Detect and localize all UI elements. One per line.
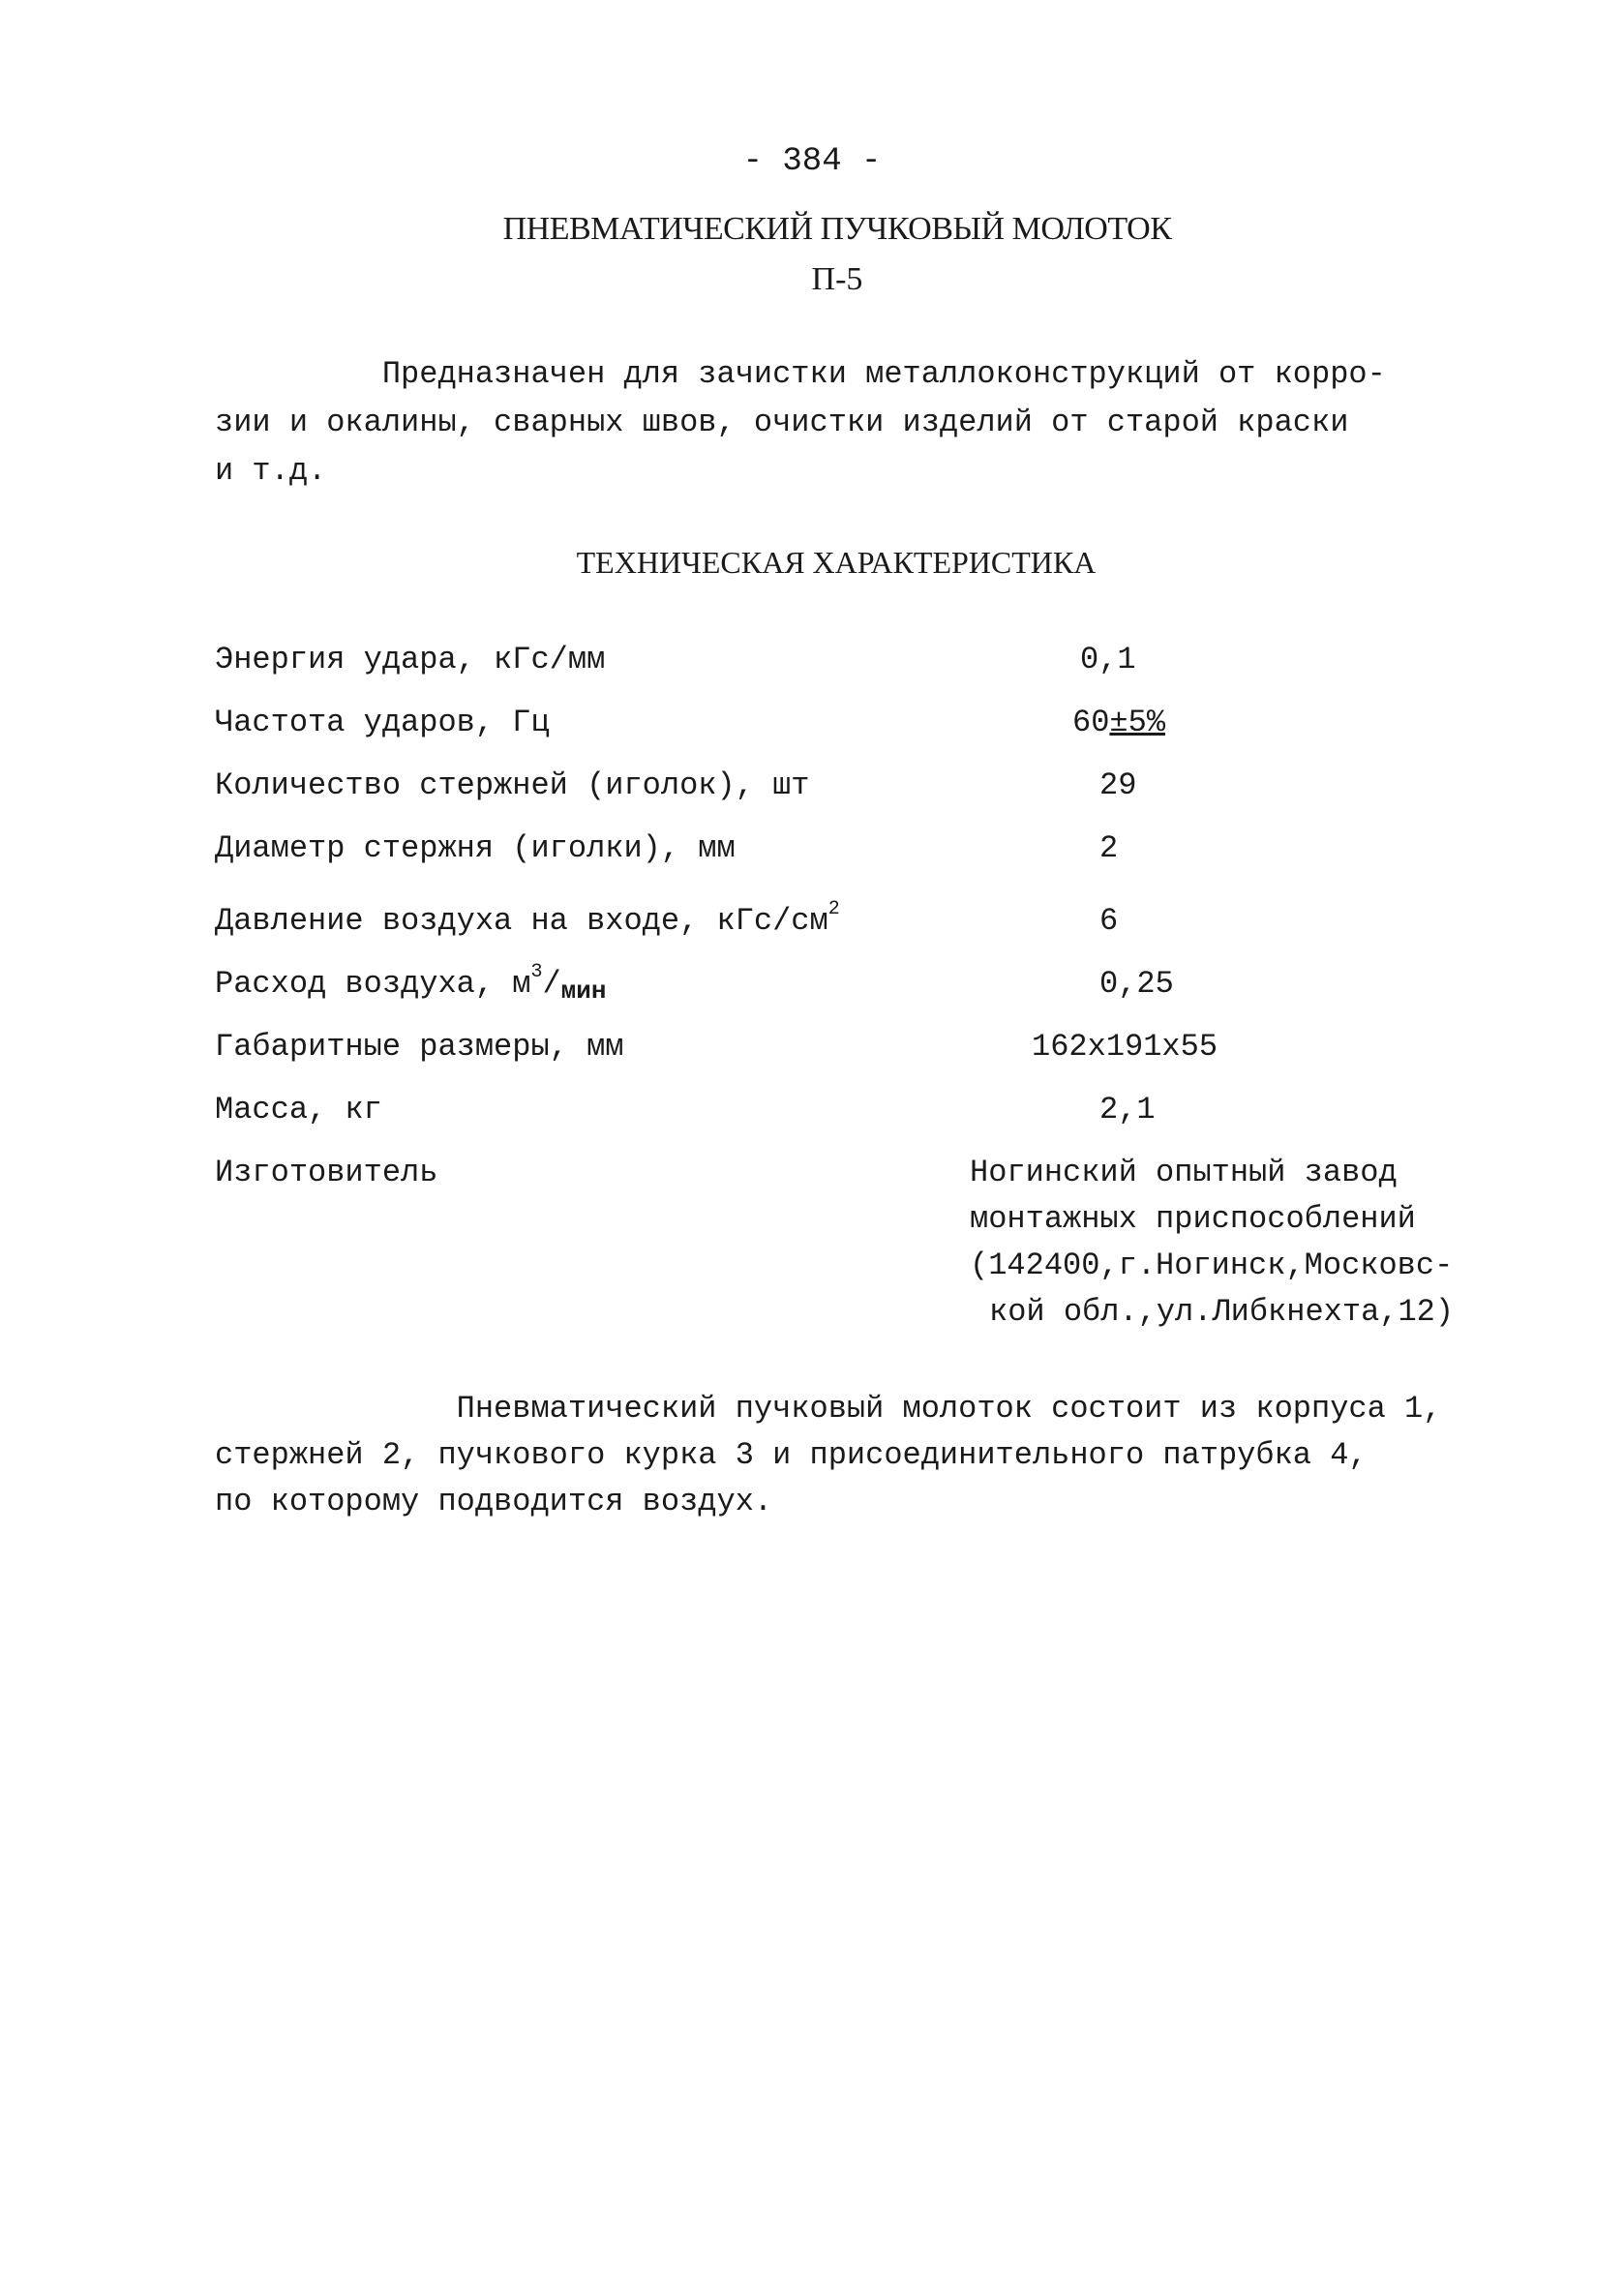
air-consumption-label-text: Расход воздуха, м — [215, 966, 531, 1002]
spec-value-rod-diameter: 2 — [1099, 830, 1119, 866]
description-line: по которому подводится воздух. — [215, 1484, 773, 1519]
document-title: ПНЕВМАТИЧЕСКИЙ ПУЧКОВЫЙ МОЛОТОК — [502, 211, 1172, 247]
frequency-main: 60 — [1072, 705, 1110, 740]
intro-line: Предназначен для зачистки металлоконструкций от корро- — [215, 356, 1386, 392]
spec-label-rod-diameter: Диаметр стержня (иголки), мм — [215, 830, 736, 866]
spec-value-air-consumption: 0,25 — [1099, 966, 1174, 1002]
description-line: стержней 2, пучкового курка 3 и присоединительного патрубка 4, — [215, 1437, 1368, 1473]
air-consumption-label-slash: / — [542, 966, 561, 1002]
air-consumption-label-sub: мин — [560, 977, 607, 1006]
spec-value-manufacturer — [970, 1150, 1512, 1336]
spec-label-mass: Масса, кг — [215, 1092, 382, 1127]
page-number: - 384 - — [742, 143, 882, 180]
description-line: Пневматический пучковый молоток состоит из корпуса 1, — [215, 1391, 1442, 1427]
model-designation: П-5 — [811, 261, 863, 297]
manufacturer-line: кой обл.,ул.Либкнехта,12) — [989, 1294, 1455, 1330]
intro-paragraph — [215, 350, 1415, 496]
spec-label-impact-frequency: Частота ударов, Гц — [215, 705, 550, 740]
air-pressure-label-text: Давление воздуха на входе, кГс/см — [215, 903, 828, 939]
spec-value-air-pressure: 6 — [1099, 903, 1119, 939]
spec-value-dimensions: 162x191x55 — [1032, 1029, 1218, 1065]
spec-label-impact-energy: Энергия удара, кГс/мм — [215, 642, 606, 677]
air-pressure-label-sup: 2 — [827, 898, 840, 920]
spec-value-impact-frequency — [1072, 705, 1165, 740]
spec-value-mass: 2,1 — [1099, 1092, 1156, 1127]
spec-label-dimensions: Габаритные размеры, мм — [215, 1029, 624, 1065]
intro-line: и т.д. — [215, 453, 327, 489]
spec-label-air-consumption — [215, 961, 607, 1006]
intro-line: зии и окалины, сварных швов, очистки изделий от старой краски — [215, 405, 1349, 440]
manufacturer-line: Ногинский опытный завод — [970, 1155, 1398, 1190]
spec-label-manufacturer: Изготовитель — [215, 1155, 438, 1190]
description-paragraph — [215, 1386, 1473, 1525]
manufacturer-line: монтажных приспособлений — [970, 1201, 1416, 1237]
section-heading: ТЕХНИЧЕСКАЯ ХАРАКТЕРИСТИКА — [576, 545, 1097, 580]
manufacturer-line: (142400,г.Ногинск,Московс- — [970, 1248, 1454, 1283]
spec-value-rod-count: 29 — [1099, 767, 1137, 803]
spec-label-air-pressure — [215, 898, 840, 939]
frequency-tolerance: ±5% — [1109, 705, 1166, 740]
air-consumption-label-sup: 3 — [530, 961, 543, 983]
spec-value-impact-energy: 0,1 — [1080, 642, 1136, 677]
spec-label-rod-count: Количество стержней (иголок), шт — [215, 767, 810, 803]
